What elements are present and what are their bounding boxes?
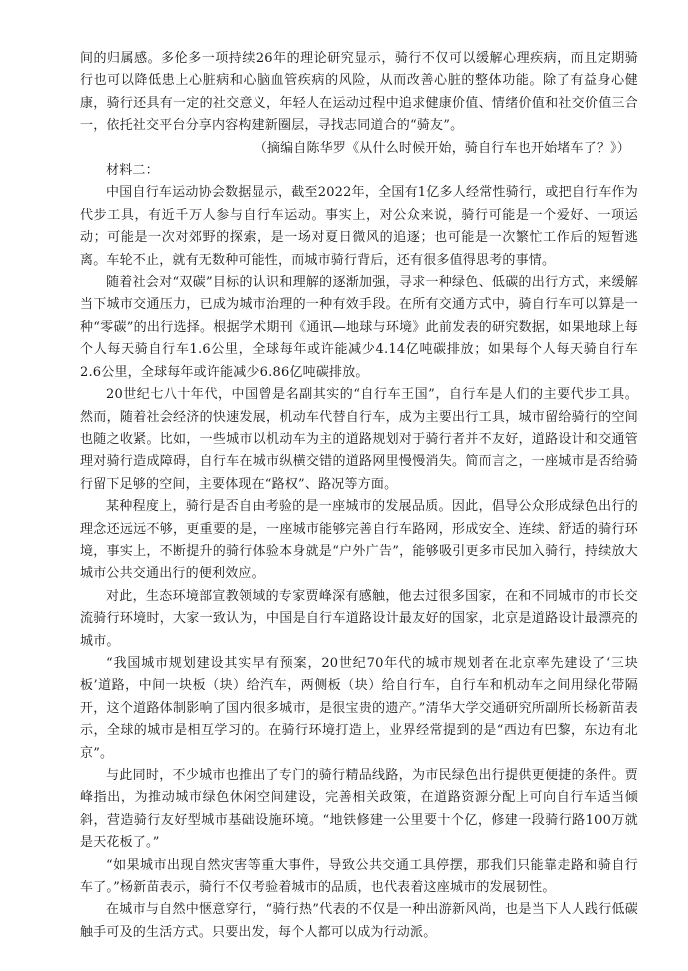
- paragraph-continuation: 间的归属感。多伦多一项持续26年的理论研究显示，骑行不仅可以缓解心理疾病，而且定期骑行也可以降低患上心脏病和心脑血管疾病的风险，从而改善心脏的整体功能。除了有益身心健康，骑行还具有一定的社交意义，年轻人在运动过程中追求健康价值、情绪价值和社交价值三合一，依托社交平台分享内容构建新圈层，寻找志同道合的“骑友”。: [80, 51, 638, 134]
- paragraph: 对此，生态环境部宣教领域的专家贾峰深有感触，他去过很多国家，在和不同城市的市长交流骑行环境时，大家一致认为，中国是自行车道路设计最友好的国家，北京是道路设计最漂亮的城市。: [80, 588, 638, 649]
- paragraph: 某种程度上，骑行是否自由考验的是一座城市的发展品质。因此，倡导公众形成绿色出行的理念还远远不够，更重要的是，一座城市能够完善自行车路网，形成安全、连续、舒适的骑行环境，事实上，不断提升的骑行体验本身就是“户外广告”，能够吸引更多市民加入骑行，持续放大城市公共交通出行的便利效应。: [80, 499, 638, 582]
- paragraph: 在城市与自然中惬意穿行，“骑行热”代表的不仅是一种出游新风尚，也是当下人人践行低碳触手可及的生活方式。只要出发，每个人都可以成为行动派。: [80, 902, 638, 940]
- paragraph: 20世纪七八十年代，中国曾是名副其实的“自行车王国”，自行车是人们的主要代步工具。然而，随着社会经济的快速发展，机动车代替自行车，成为主要出行工具，城市留给骑行的空间也随之收紧。比如，一些城市以机动车为主的道路规划对于骑行者并不友好，道路设计和交通管理对骑行造成障碍，自行车在城市纵横交错的道路网里慢慢消失。简而言之，一座城市是否给骑行留下足够的空间，主要体现在“路权”、路况等方面。: [80, 387, 638, 492]
- source-citation: （摘编自陈华罗《从什么时候开始，骑自行车也开始堵车了？》）: [253, 140, 630, 156]
- section-label: 材料二：: [106, 163, 159, 179]
- paragraph-quote: “如果城市出现自然灾害等重大事件，导致公共交通工具停摆，那我们只能靠走路和骑自行车了。”杨新苗表示，骑行不仅考验着城市的品质，也代表着这座城市的发展韧性。: [80, 857, 638, 896]
- paragraph: 随着社会对“双碳”目标的认识和理解的逐渐加强，寻求一种绿色、低碳的出行方式，来缓解当下城市交通压力，已成为城市治理的一种有效手段。在所有交通方式中，骑自行车可以算是一种“零碳”的出行选择。根据学术期刊《通讯—地球与环境》此前发表的研究数据，如果地球上每个人每天骑自行车1.6公里，全球每年或许能减少4.14亿吨碳排放；如果每个人每天骑自行车2.6公里，全球每年或许能减少6.86亿吨碳排放。: [80, 275, 638, 380]
- paragraph: 中国自行车运动协会数据显示，截至2022年，全国有1亿多人经常性骑行，或把自行车作为代步工具，有近千万人参与自行车运动。事实上，对公众来说，骑行可能是一个爱好、一项运动；可能是一次对郊野的探索，是一场对夏日微风的追逐；也可能是一次繁忙工作后的短暂逃离。车轮不止，就有无数种可能性，而城市骑行背后，还有很多值得思考的事情。: [80, 185, 638, 268]
- paragraph: 与此同时，不少城市也推出了专门的骑行精品线路，为市民绿色出行提供更便捷的条件。贾峰指出，为推动城市绿色休闲空间建设，完善相关政策，在道路资源分配上可向自行车适当倾斜，营造骑行友好型城市基础设施环境。“地铁修建一公里要十个亿，修建一段骑行路100万就是天花板了。”: [80, 768, 638, 851]
- paragraph-quote: “我国城市规划建设其实早有预案，20世纪70年代的城市规划者在北京率先建设了‘三块板’道路，中间一块板（块）给汽车，两侧板（块）给自行车，自行车和机动车之间用绿化带隔开，这个道路体制影响了国内很多城市，是很宝贵的遗产。”清华大学交通研究所副所长杨新苗表示，全球的城市是相互学习的。在骑行环境打造上，业界经常提到的是“西边有巴黎，东边有北京”。: [80, 655, 638, 761]
